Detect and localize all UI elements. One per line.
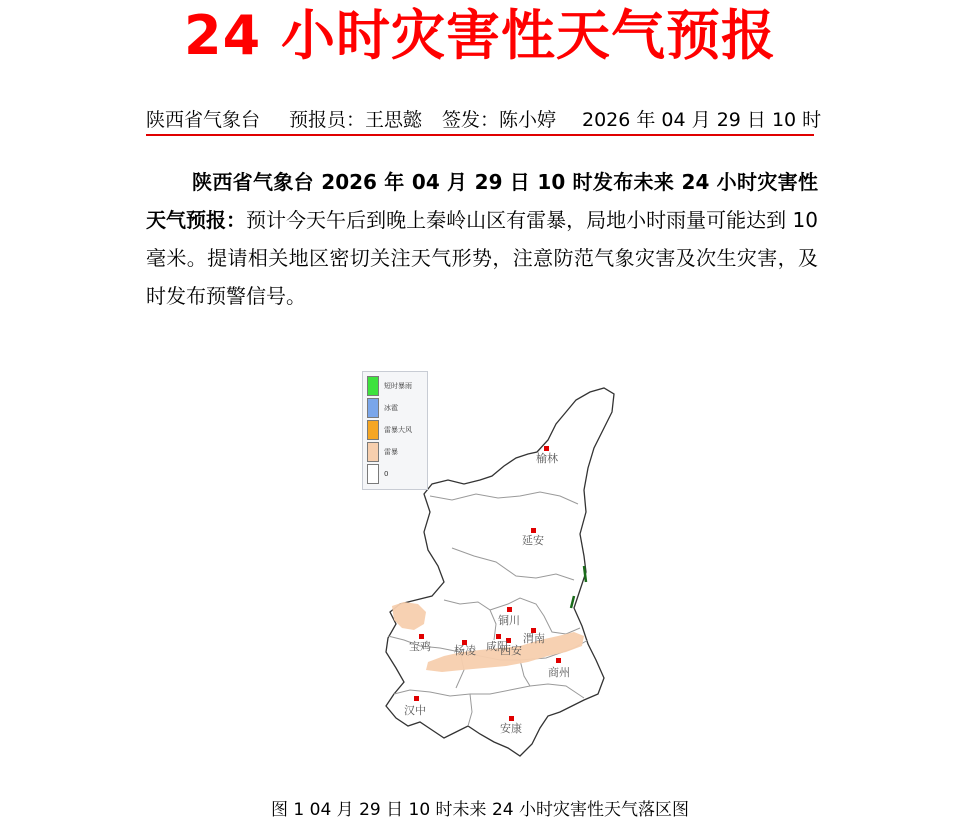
city-marker-baoji	[419, 634, 424, 639]
city-label-ankang: 安康	[500, 722, 522, 735]
city-marker-xianyang	[496, 634, 501, 639]
header-divider	[146, 134, 814, 136]
city-marker-ankang	[509, 716, 514, 721]
agency-name: 陕西省气象台	[146, 109, 261, 131]
city-marker-yulin	[544, 446, 549, 451]
legend-label: 冰雹	[384, 404, 398, 412]
legend-label: 雷暴	[384, 448, 398, 456]
forecaster: 预报员：王思懿	[289, 109, 423, 131]
city-label-baoji: 宝鸡	[409, 640, 431, 653]
legend-label: 雷暴大风	[384, 426, 412, 434]
legend-label: 短时暴雨	[384, 382, 412, 390]
issue-datetime: 2026 年 04 月 29 日 10 时	[582, 109, 822, 131]
city-marker-hanzhong	[414, 696, 419, 701]
issuer: 签发：陈小婷	[442, 109, 557, 131]
legend-label: 0	[384, 470, 389, 478]
city-label-xian: 西安	[500, 644, 522, 657]
legend-item	[367, 376, 427, 396]
legend-item	[367, 398, 427, 418]
city-label-hanzhong: 汉中	[404, 704, 426, 717]
city-label-yulin: 榆林	[536, 452, 558, 465]
legend-item	[367, 420, 427, 440]
legend-item	[367, 464, 427, 484]
forecast-paragraph	[146, 163, 818, 315]
figure-caption: 图 1 04 月 29 日 10 时未来 24 小时灾害性天气落区图	[271, 800, 689, 820]
legend-swatch	[367, 420, 379, 440]
city-label-shangluo: 商州	[548, 666, 570, 679]
map-legend	[362, 371, 428, 490]
legend-swatch	[367, 398, 379, 418]
page-title: 24 小时灾害性天气预报	[184, 4, 776, 67]
city-label-tongchuan: 铜川	[498, 614, 520, 627]
city-marker-shangluo	[556, 658, 561, 663]
city-label-yanan: 延安	[522, 534, 544, 547]
forecast-lead: 陕西省气象台 2026 年 04 月 29 日 10 时发布未来 24 小时灾害性天气预报：	[146, 170, 818, 232]
legend-swatch	[367, 442, 379, 462]
legend-swatch	[367, 464, 379, 484]
header-meta	[146, 106, 822, 134]
legend-item	[367, 442, 427, 462]
city-label-xianyang: 咸阳	[486, 640, 508, 653]
city-label-yangling: 杨凌	[454, 644, 476, 657]
city-marker-tongchuan	[507, 607, 512, 612]
city-marker-yanan	[531, 528, 536, 533]
city-label-weinan: 渭南	[523, 632, 545, 645]
forecast-text: 预计今天午后到晚上秦岭山区有雷暴，局地小时雨量可能达到 10 毫米。提请相关地区密切关注天气形势，注意防范气象灾害及次生灾害，及时发布预警信号。	[146, 208, 818, 308]
legend-swatch	[367, 376, 379, 396]
